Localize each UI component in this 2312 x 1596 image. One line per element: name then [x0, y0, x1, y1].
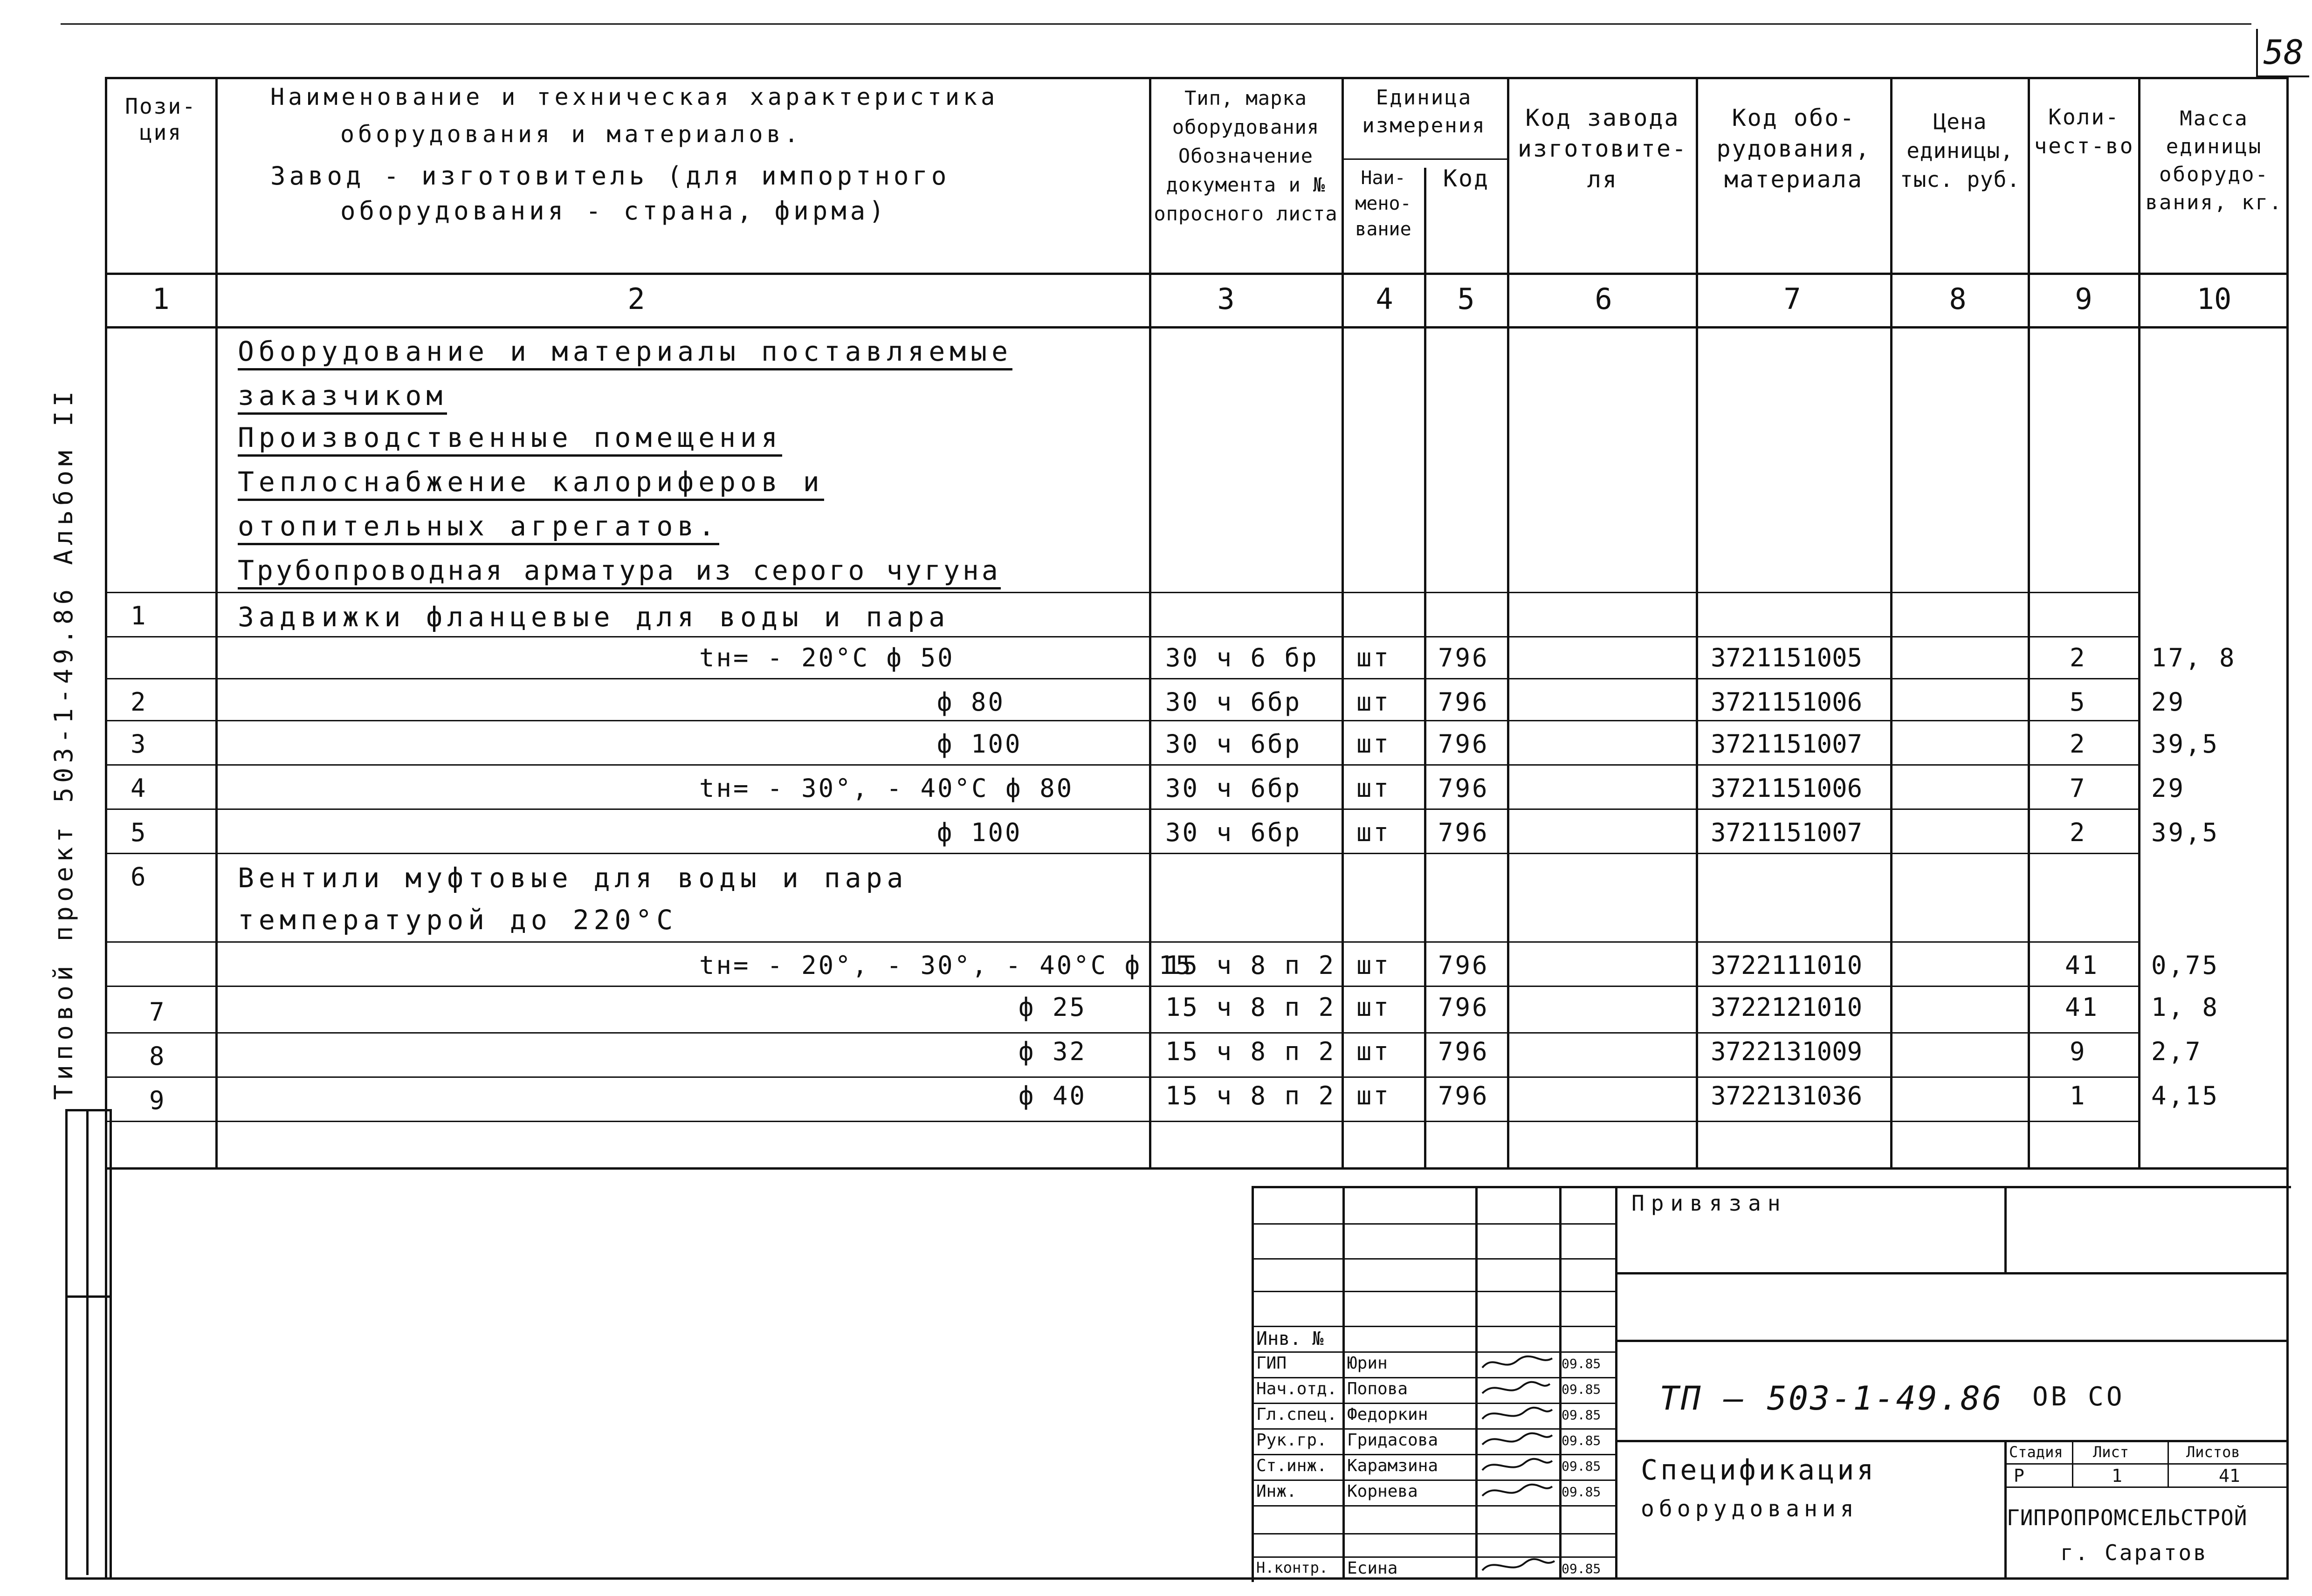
col-num-7: 7 [1783, 282, 1801, 316]
row-name: ф 32 [1018, 1037, 1087, 1066]
section-heading: Теплоснабжение калориферов и [238, 466, 824, 498]
signatory-name: Карамзина [1347, 1456, 1438, 1475]
header-col-unit-name: Наи-мено-вание [1355, 167, 1411, 240]
row-qty: 41 [2065, 951, 2099, 980]
header-col-equip-code: Код обо-рудования, материала [1716, 104, 1871, 193]
header-col-unit-group: Единица измерения [1362, 86, 1486, 137]
section-heading: заказчиком [238, 380, 447, 411]
signatory-date: 09.85 [1562, 1382, 1601, 1397]
sheets-value: 41 [2219, 1466, 2240, 1486]
row-type: 15 ч 8 п 2 [1165, 1037, 1336, 1066]
row-type: 15 ч 8 п 2 [1165, 1081, 1336, 1110]
row-equip-code: 3722131036 [1711, 1081, 1863, 1110]
row-qty: 9 [2070, 1037, 2087, 1066]
row-type: 30 ч 6бр [1165, 818, 1302, 847]
row-mass: 39,5 [2151, 818, 2220, 847]
row-name: ф 80 [937, 687, 1005, 717]
row-position: 4 [131, 774, 148, 803]
signatory-role: Гл.спец. [1256, 1405, 1337, 1424]
row-position: 3 [131, 729, 148, 759]
row-type: 30 ч 6 бр [1165, 643, 1319, 672]
row-mass: 29 [2151, 687, 2186, 717]
row-type: 30 ч 6бр [1165, 774, 1302, 803]
inv-number-label: Инв. № [1256, 1328, 1324, 1349]
col-num-10: 10 [2196, 282, 2232, 316]
signatory-name: Корнева [1347, 1482, 1418, 1501]
row-unit: шт [1356, 774, 1391, 803]
row-unit: шт [1356, 951, 1391, 980]
signatory-role: Инж. [1256, 1482, 1297, 1501]
row-qty: 41 [2065, 993, 2099, 1022]
row-equip-code: 3721151006 [1711, 774, 1863, 803]
signatory-name: Попова [1347, 1379, 1408, 1398]
organization-name: ГИПРОПРОМСЕЛЬСТРОЙ [2007, 1505, 2248, 1530]
row-unit-code: 796 [1438, 687, 1489, 717]
row-unit-code: 796 [1438, 818, 1489, 847]
signatory-date: 09.85 [1562, 1561, 1601, 1576]
signatory-name: Федоркин [1347, 1405, 1428, 1424]
header-col-unit-code: Код [1443, 165, 1490, 192]
col-num-6: 6 [1595, 282, 1612, 316]
row-type: 30 ч 6бр [1165, 687, 1302, 717]
row-name: ф 100 [937, 729, 1022, 759]
row-name: tн= - 20°, - 30°, - 40°С ф 15 [699, 951, 1193, 980]
document-title-2: оборудования [1641, 1496, 1858, 1522]
signatory-date: 09.85 [1562, 1407, 1601, 1423]
sheet-label: Лист [2093, 1443, 2129, 1461]
col-num-3: 3 [1217, 282, 1235, 316]
header-col-type: Тип, марка оборудования Обозначение документа и № опросного листа [1154, 87, 1338, 225]
signatory-date: 09.85 [1562, 1484, 1601, 1500]
header-col-name-2: оборудования и материалов. [340, 121, 802, 148]
section-heading: Оборудование и материалы поставляемые [238, 336, 1012, 367]
header-col-mass: Масса единицы оборудо-вания, кг. [2145, 107, 2283, 214]
row-unit-code: 796 [1438, 951, 1489, 980]
col-num-5: 5 [1457, 282, 1475, 316]
header-col-qty: Коли-чест-во [2034, 104, 2134, 158]
row-equip-code: 3721151006 [1711, 687, 1863, 717]
section-heading: Производственные помещения [238, 422, 782, 453]
row-equip-code: 3721151007 [1711, 729, 1863, 759]
page-number: 58 [2256, 29, 2309, 77]
col-num-2: 2 [627, 282, 645, 316]
row-equip-code: 3722131009 [1711, 1037, 1863, 1066]
row-type: 15 ч 8 п 2 [1165, 993, 1336, 1022]
row-unit: шт [1356, 643, 1391, 672]
privyazan-label: Привязан [1631, 1191, 1787, 1216]
organization-city: г. Саратов [2060, 1540, 2208, 1565]
row-name: tн= - 20°С ф 50 [699, 643, 955, 672]
col-num-9: 9 [2075, 282, 2092, 316]
signatory-role: Ст.инж. [1256, 1456, 1327, 1475]
row-unit: шт [1356, 687, 1391, 717]
row-type: 30 ч 6бр [1165, 729, 1302, 759]
section-heading: Трубопроводная арматура из серого чугуна [238, 555, 1001, 586]
row-qty: 2 [2070, 643, 2087, 672]
row-unit-code: 796 [1438, 643, 1489, 672]
signatory-date: 09.85 [1562, 1459, 1601, 1474]
row-unit-code: 796 [1438, 993, 1489, 1022]
header-col-name-4: оборудования - страна, фирма) [340, 196, 888, 226]
row-name: ф 25 [1018, 993, 1087, 1022]
header-col-position: Пози-ция [125, 94, 197, 145]
col-num-4: 4 [1376, 282, 1393, 316]
col-num-8: 8 [1949, 282, 1967, 316]
row-qty: 7 [2070, 774, 2087, 803]
row-position: 8 [149, 1041, 166, 1071]
document-title-1: Спецификация [1641, 1454, 1877, 1486]
row-equip-code: 3722121010 [1711, 993, 1863, 1022]
sheet-value: 1 [2112, 1466, 2122, 1486]
row-unit: шт [1356, 818, 1391, 847]
row-equip-code: 3722111010 [1711, 951, 1863, 980]
row-unit: шт [1356, 993, 1391, 1022]
row-position: 1 [131, 601, 148, 630]
row-unit-code: 796 [1438, 1081, 1489, 1110]
row-unit-code: 796 [1438, 1037, 1489, 1066]
signatory-role: Н.контр. [1256, 1559, 1328, 1576]
signatory-date: 09.85 [1562, 1356, 1601, 1371]
sheets-label: Листов [2186, 1443, 2240, 1461]
row-mass: 0,75 [2151, 951, 2220, 980]
row-mass: 2,7 [2151, 1037, 2202, 1066]
row-unit: шт [1356, 729, 1391, 759]
signature-marks [1475, 1351, 1559, 1580]
row-mass: 39,5 [2151, 729, 2220, 759]
margin-text: Типовой проект 503-1-49.86 Альбом II [49, 386, 78, 1100]
row-qty: 5 [2070, 687, 2087, 717]
col-num-1: 1 [152, 282, 170, 316]
signatory-date: 09.85 [1562, 1433, 1601, 1448]
document-code: ТП — 503-1-49.86 [1659, 1379, 2004, 1418]
signatory-name: Юрин [1347, 1354, 1388, 1373]
row-mass: 4,15 [2151, 1081, 2220, 1110]
row-unit: шт [1356, 1037, 1391, 1066]
header-col-name-1: Наименование и техническая характеристика [270, 83, 999, 110]
row-name: ф 100 [937, 818, 1022, 847]
signatory-role: ГИП [1256, 1354, 1287, 1373]
row-name: Задвижки фланцевые для воды и пара [238, 601, 950, 633]
row-type: 15 ч 8 п 2 [1165, 951, 1336, 980]
document-section: ОВ СО [2032, 1382, 2125, 1412]
signatory-name: Гридасова [1347, 1431, 1438, 1450]
row-qty: 2 [2070, 729, 2087, 759]
row-qty: 1 [2070, 1081, 2087, 1110]
row-name: Вентили муфтовые для воды и пара [238, 862, 908, 894]
signatory-name: Есина [1347, 1559, 1398, 1578]
row-position: 7 [149, 997, 166, 1027]
header-col-plant-code: Код завода изготовите-ля [1517, 104, 1688, 193]
row-position: 6 [131, 862, 148, 891]
row-name: ф 40 [1018, 1081, 1087, 1110]
stage-label: Стадия [2009, 1443, 2063, 1461]
row-unit-code: 796 [1438, 774, 1489, 803]
row-mass: 1, 8 [2151, 993, 2220, 1022]
row-position: 5 [131, 818, 148, 847]
row-name: tн= - 30°, - 40°С ф 80 [699, 774, 1074, 803]
row-equip-code: 3721151005 [1711, 643, 1863, 672]
row-name: температурой до 220°С [238, 904, 678, 936]
section-heading: отопительных агрегатов. [238, 510, 719, 542]
row-mass: 17, 8 [2151, 643, 2236, 672]
row-mass: 29 [2151, 774, 2186, 803]
row-equip-code: 3721151007 [1711, 818, 1863, 847]
row-position: 9 [149, 1086, 166, 1115]
row-unit: шт [1356, 1081, 1391, 1110]
row-position: 2 [131, 687, 148, 717]
row-unit-code: 796 [1438, 729, 1489, 759]
stage-value: Р [2014, 1466, 2024, 1486]
signatory-role: Рук.гр. [1256, 1431, 1327, 1450]
signatory-role: Нач.отд. [1256, 1379, 1337, 1398]
row-qty: 2 [2070, 818, 2087, 847]
header-col-price: Цена единицы, тыс. руб. [1899, 109, 2021, 192]
header-col-name-3: Завод - изготовитель (для импортного [270, 161, 950, 191]
